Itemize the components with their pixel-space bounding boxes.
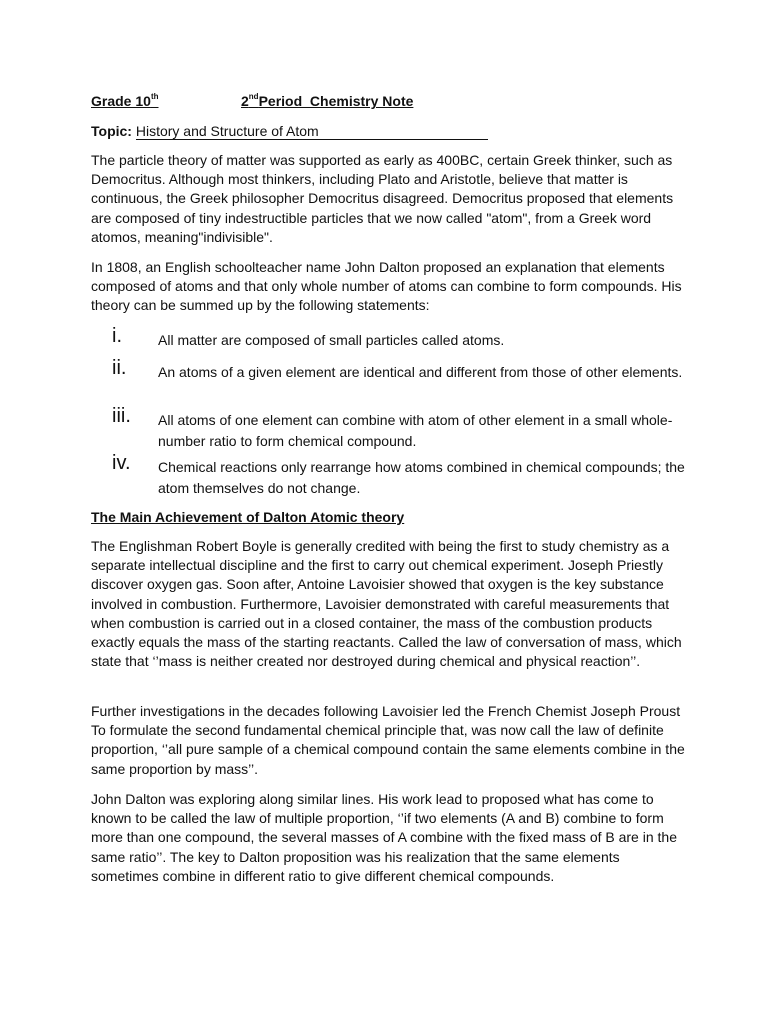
topic-label: Topic:: [91, 123, 132, 139]
grade-superscript: th: [150, 92, 159, 102]
grade-label: [91, 93, 159, 109]
period-title-text: Period Chemistry Note: [258, 93, 414, 109]
list-item: [112, 357, 683, 383]
list-item-text: All atoms of one element can combine with atom of other element in a small whole-number ratio to form chemical compound.: [158, 412, 673, 449]
list-item-number: ii.: [112, 357, 127, 379]
period-superscript: nd: [248, 92, 259, 102]
topic-line: [91, 123, 488, 140]
list-item-text: Chemical reactions only rearrange how atoms combined in chemical compounds; the atom themselves do not change.: [158, 459, 685, 496]
list-item-number: i.: [112, 325, 122, 347]
paragraph-boyle-lavoisier: The Englishman Robert Boyle is generally credited with being the first to study chemistry as a separate intellectual discipline and the first to carry out chemical experiment. Joseph Priestly discover oxygen gas. Soon after, Antoine Lavoisier showed that oxygen is the key substance involved in combustion. Furthermore, Lavoisier demonstrated with careful measurements that when combustion is carried out in a closed container, the mass of the combustion products exactly equals the mass of the starting reactants. Called the law of conversation of mass, which state that ‘’mass is neither created nor destroyed during chemical and physical reaction’’.: [91, 538, 682, 670]
list-item: [112, 452, 692, 499]
list-item-number: iii.: [112, 405, 131, 427]
list-item-text: All matter are composed of small particles called atoms.: [158, 332, 505, 348]
note-header: [91, 92, 414, 109]
period-number: 2: [241, 93, 249, 109]
paragraph-multiple-proportion: John Dalton was exploring along similar lines. His work lead to proposed what has come to known to be called the law of multiple proportion, ‘’if two elements (A and B) combine to form more than one compound, the several masses of A combine with the fixed mass of B are in the same ratio’’. The key to Dalton proposition was his realization that the same elements sometimes combine in different ratio to give different chemical compounds.: [91, 791, 677, 884]
list-item: [112, 325, 505, 351]
topic-value: History and Structure of Atom: [136, 124, 488, 140]
grade-text: Grade 10: [91, 93, 151, 109]
list-item: [112, 405, 692, 452]
list-item-text: An atoms of a given element are identical and different from those of other elements.: [158, 364, 683, 380]
paragraph-particle-theory: The particle theory of matter was supported as early as 400BC, certain Greek thinker, such as Democritus. Although most thinkers, including Plato and Aristotle, believe that matter is continuous, the Greek philosopher Democritus disagreed. Democritus proposed that elements are composed of tiny indestructible particles that we now called "atom", from a Greek word atomos, meaning"indivisible".: [91, 152, 674, 245]
section-heading: The Main Achievement of Dalton Atomic theory: [91, 509, 405, 525]
list-item-number: iv.: [112, 452, 131, 474]
paragraph-dalton-intro: In 1808, an English schoolteacher name John Dalton proposed an explanation that elements composed of atoms and that only whole number of atoms can combine to form compounds. His theory can be summed up by the following statements:: [91, 259, 682, 314]
period-title: [241, 93, 413, 109]
paragraph-proust: Further investigations in the decades following Lavoisier led the French Chemist Joseph Proust To formulate the second fundamental chemical principle that, was now call the law of definite proportion, ‘’all pure sample of a chemical compound contain the same elements combine in the same proportion by mass’’.: [91, 703, 685, 777]
